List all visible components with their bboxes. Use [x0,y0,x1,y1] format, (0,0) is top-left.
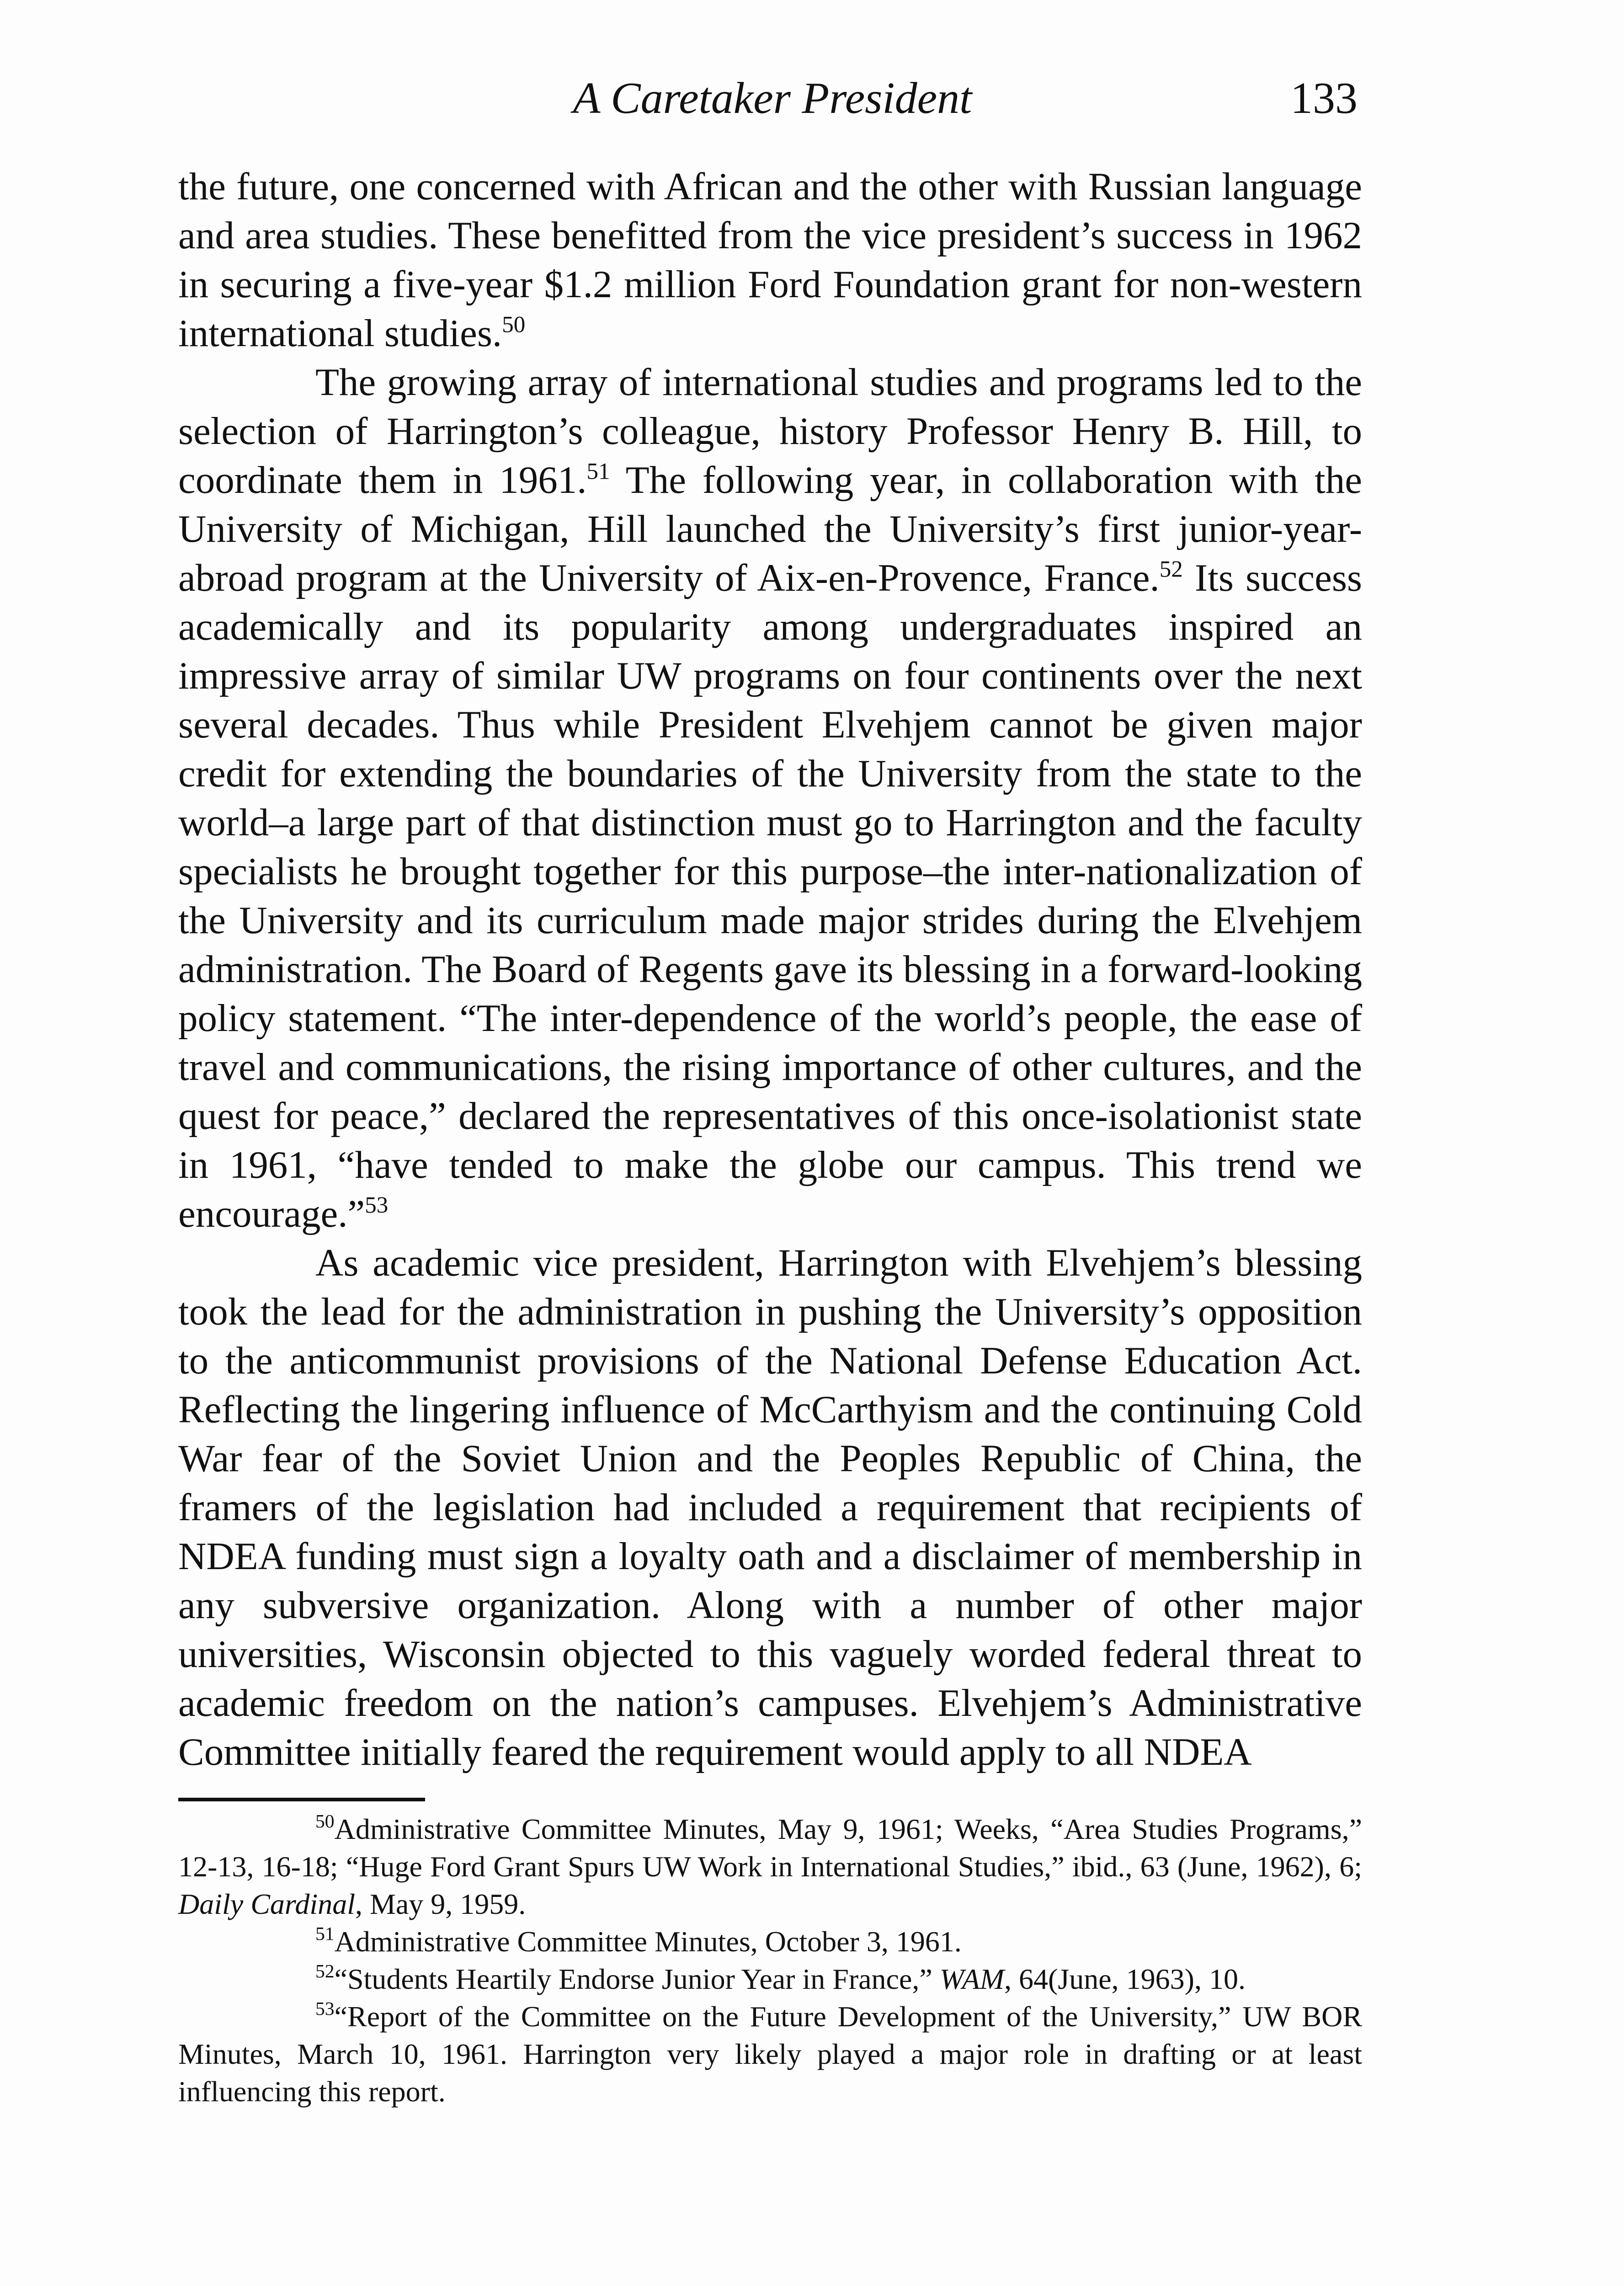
paragraph-1 [178,162,1362,358]
footnote-53 [178,1998,1362,2110]
footnote-51-text: Administrative Committee Minutes, October 3, 1961. [334,1925,962,1958]
footnote-50-text-a: Administrative Committee Minutes, May 9, 1961; Weeks, “Area Studies Programs,” 12-13, 16-18; “Huge Ford Grant Spurs UW Work in International Studies,” ibid., 63 (June, 1962), 6; [178,1813,1362,1883]
footnote-ref-50: 50 [502,312,526,338]
running-title: A Caretaker President [573,74,972,123]
paragraph-3-text: As academic vice president, Harrington with Elvehjem’s blessing took the lead for the administration in pushing the University’s opposition to the anticommunist provisions of the National Defense Education Act. Reflecting the lingering influence of McCarthyism and the continuing Cold War fear of the Soviet Union and the Peoples Republic of China, the framers of the legislation had included a requirement that recipients of NDEA funding must sign a loyalty oath and a disclaimer of membership in any subversive organization. Along with a number of other major universities, Wisconsin objected to this vaguely worded federal threat to academic freedom on the nation’s campuses. Elvehjem’s Administrative Committee initially feared the requirement would apply to all NDEA [178,1241,1362,1773]
footnote-50-text-b: , May 9, 1959. [355,1888,526,1920]
paragraph-2-text-c: Its success academically and its popularity among undergraduates inspired an impressive array of similar UW programs on four continents over the next several decades. Thus while President Elvehjem cannot be given major credit for extending the boundaries of the University from the state to the world–a large part of that distinction must go to Harrington and the faculty specialists he brought together for this purpose–the inter-nationalization of the University and its curriculum made major strides during the Elvehjem administration. The Board of Regents gave its blessing in a forward-looking policy statement. “The inter-dependence of the world’s people, the ease of travel and communications, the rising importance of other cultures, and the quest for peace,” declared the representatives of this once-isolationist state in 1961, “have tended to make the globe our campus. This trend we encourage.” [178,556,1363,1235]
footnote-number-50: 50 [315,1811,335,1832]
paragraph-2 [178,358,1362,1239]
footnote-number-52: 52 [315,1960,335,1982]
footnote-ref-52: 52 [1159,556,1183,582]
footnote-51 [178,1923,1362,1960]
paragraph-3 [178,1239,1362,1777]
body-text [178,162,1362,1777]
footnote-52-journal: WAM [939,1963,1004,1995]
footnote-52-text-b: , 64(June, 1963), 10. [1004,1963,1246,1995]
footnote-52-text-a: “Students Heartily Endorse Junior Year in France,” [334,1963,940,1995]
footnote-52 [178,1960,1362,1998]
footnote-50 [178,1811,1362,1923]
footnote-ref-51: 51 [586,459,610,485]
footnote-ref-53: 53 [365,1192,389,1218]
page-number: 133 [1290,74,1358,123]
footnotes [178,1811,1362,2110]
footnote-number-53: 53 [315,1998,335,2019]
footnote-53-text: “Report of the Committee on the Future Development of the University,” UW BOR Minutes, March 10, 1961. Harrington very likely played a major role in drafting or at least influencing this report. [178,2000,1362,2108]
paragraph-2-text-a: The growing array of international studies and programs led to the selection of Harrington’s colleague, history Professor Henry B. Hill, to coordinate them in 1961. [178,361,1362,502]
footnote-50-journal: Daily Cardinal [178,1888,355,1920]
footnote-number-51: 51 [315,1923,335,1944]
footnote-separator-rule [178,1798,425,1801]
page-header [178,69,1367,128]
paragraph-2-text-b: The following year, in collaboration with the University of Michigan, Hill launched the University’s first junior-year-abroad program at the University of Aix-en-Provence, France. [178,459,1363,599]
paragraph-1-text: the future, one concerned with African and the other with Russian language and area studies. These benefitted from the vice president’s success in 1962 in securing a five-year $1.2 million Ford Foundation grant for non-western international studies. [178,165,1362,355]
